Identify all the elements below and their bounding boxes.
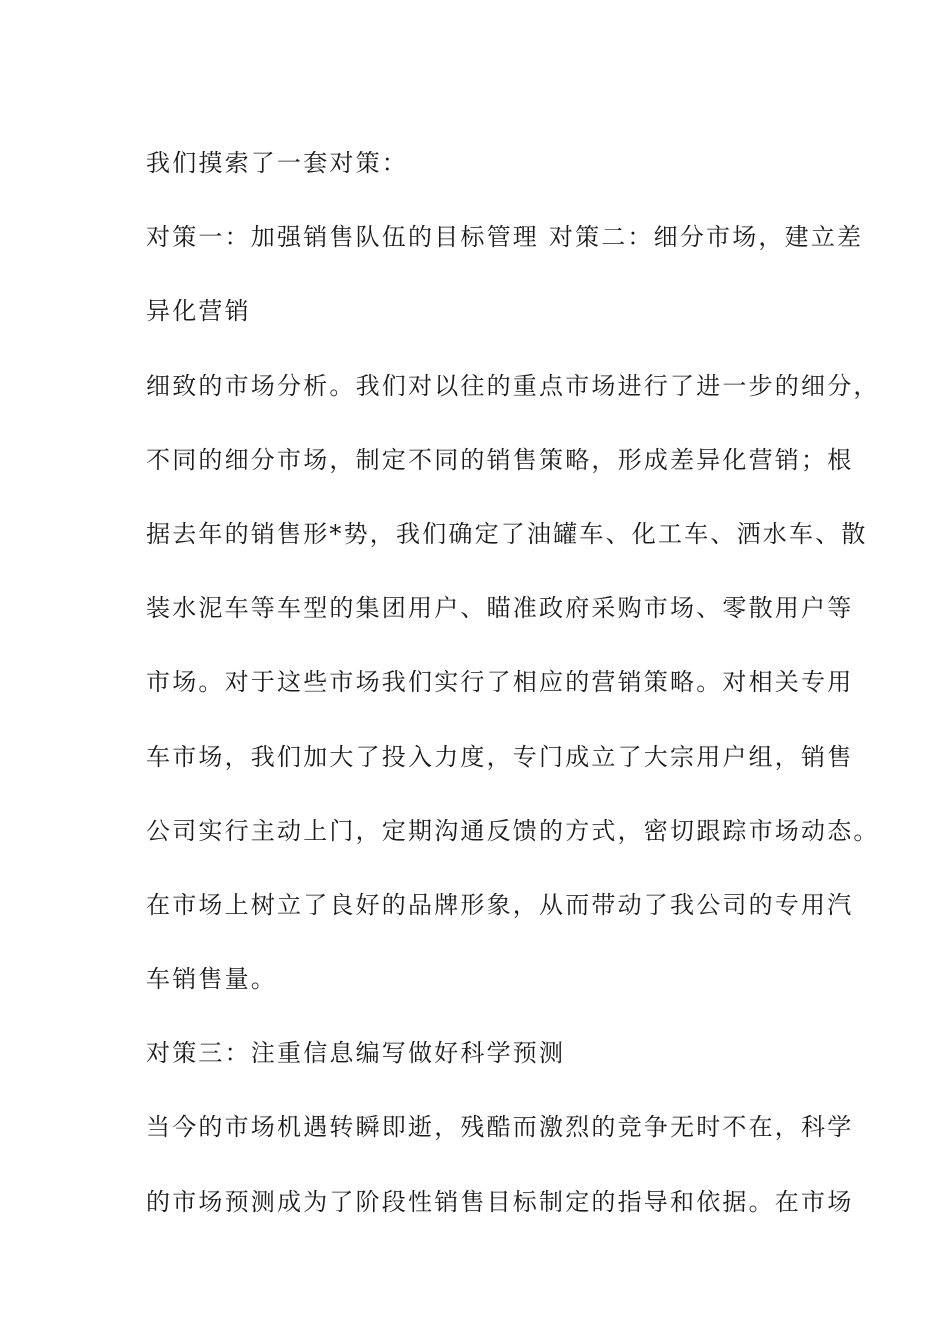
text-line: 车销售量。 — [146, 965, 277, 994]
document-page — [146, 126, 880, 1239]
text-line: 据去年的销售形*势，我们确定了油罐车、化工车、洒水车、散 — [146, 519, 868, 548]
text-line: 异化营销 — [146, 297, 251, 326]
text-line: 对策一：加强销售队伍的目标管理 对策二：细分市场，建立差 — [146, 223, 864, 252]
text-line: 细致的市场分析。我们对以往的重点市场进行了进一步的细分， — [146, 371, 880, 400]
text-line: 对策三：注重信息编写做好科学预测 — [146, 1039, 566, 1068]
text-line: 装水泥车等车型的集团用户、瞄准政府采购市场、零散用户等 — [146, 594, 854, 623]
text-line: 在市场上树立了良好的品牌形象，从而带动了我公司的专用汽 — [146, 890, 854, 919]
text-line: 我们摸索了一套对策： — [146, 149, 408, 177]
text-line: 车市场，我们加大了投入力度，专门成立了大宗用户组，销售 — [146, 742, 854, 771]
text-line: 当今的市场机遇转瞬即逝，残酷而激烈的竞争无时不在，科学 — [146, 1113, 854, 1142]
text-line: 市场。对于这些市场我们实行了相应的营销策略。对相关专用 — [146, 668, 854, 697]
text-line: 不同的细分市场，制定不同的销售策略，形成差异化营销；根 — [146, 445, 854, 474]
text-line: 的市场预测成为了阶段性销售目标制定的指导和依据。在市场 — [146, 1187, 854, 1216]
text-line: 公司实行主动上门，定期沟通反馈的方式，密切跟踪市场动态。 — [146, 816, 880, 845]
